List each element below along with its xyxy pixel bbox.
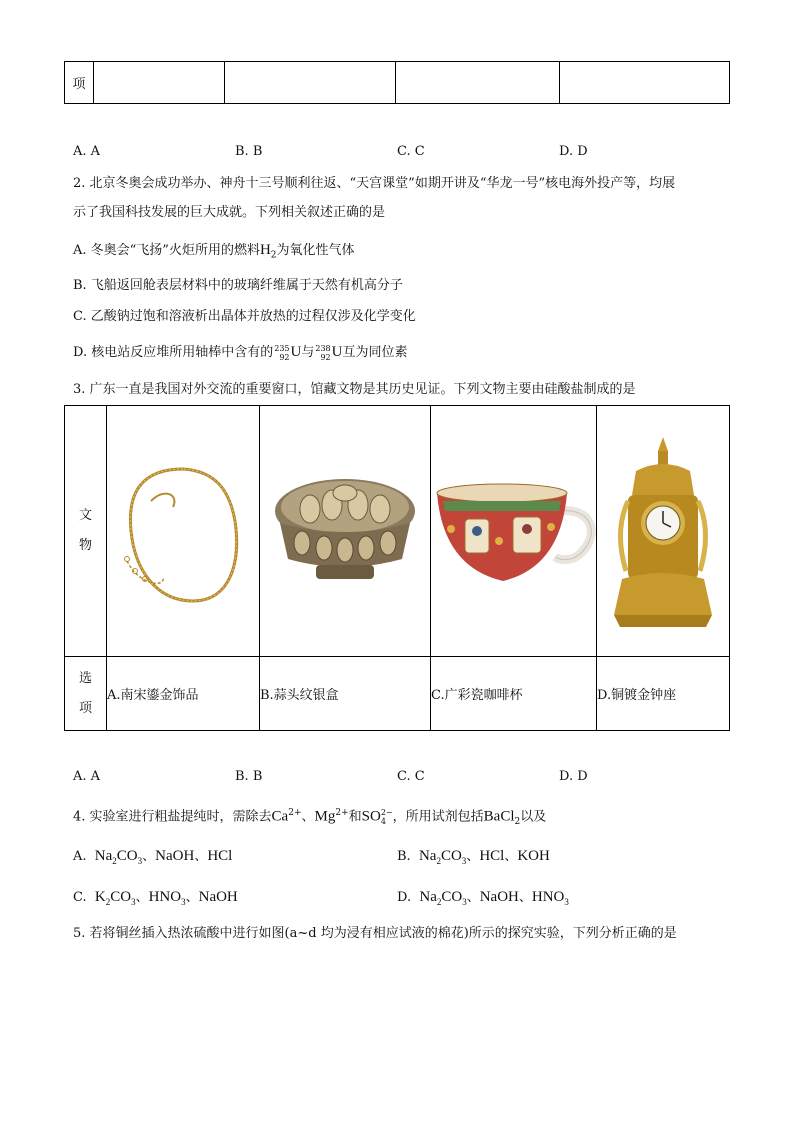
q1-answer-a: A. A bbox=[73, 144, 101, 159]
artifact-image-d bbox=[597, 406, 730, 657]
q4-option-d: D. $Na_2CO_3$、NaOH、$HNO_3$ bbox=[397, 889, 569, 907]
q3-artifact-table bbox=[64, 405, 730, 731]
q4-option-c-label: C. bbox=[73, 890, 87, 905]
calcium-ion: Ca bbox=[271, 808, 289, 825]
q2-option-a-suffix: 为氧化性气体 bbox=[276, 243, 355, 258]
q2-option-d-text: D. 核电站反应堆所用轴棒中含有的 bbox=[73, 345, 274, 360]
q2-option-d-connector: 与 bbox=[301, 345, 315, 360]
q1-options-table bbox=[64, 61, 730, 104]
sulfate-charge: 2− bbox=[380, 807, 393, 817]
q3-row-label-artifact-char2: 物 bbox=[78, 538, 92, 553]
q4-stem bbox=[73, 803, 546, 832]
q2-option-a bbox=[73, 240, 355, 266]
isotope-1-symbol: U bbox=[290, 344, 302, 360]
sulfate-ion: SO bbox=[361, 808, 381, 825]
artifact-image-b bbox=[260, 406, 431, 657]
artifact-image-a bbox=[107, 406, 260, 657]
q4-option-b-label: B. bbox=[397, 849, 411, 864]
q1-cell-b bbox=[225, 62, 396, 104]
q4-stem-mid: ，所用试剂包括 bbox=[392, 809, 484, 825]
q2-stem-line2: 示了我国科技发展的巨大成就。下列相关叙述正确的是 bbox=[73, 205, 386, 220]
q1-row-label: 项 bbox=[65, 62, 94, 104]
q2-option-d-suffix: 互为同位素 bbox=[342, 345, 408, 360]
q4-option-d-label: D. bbox=[397, 890, 412, 905]
magnesium-charge: 2+ bbox=[335, 808, 349, 818]
q3-caption-d: D.铜镀金钟座 bbox=[597, 657, 730, 731]
q3-answer-a: A. A bbox=[73, 769, 101, 784]
silver-box-icon bbox=[270, 471, 420, 591]
isotope-2-symbol: U bbox=[331, 344, 343, 360]
q3-answer-b: B. B bbox=[235, 769, 263, 784]
q2-stem-line1: 2. 北京冬奥会成功举办、神舟十三号顺利往返、“天宫课堂”如期开讲及“华龙一号”核电海外投产等，均展 bbox=[73, 176, 676, 191]
q3-answer-d: D. D bbox=[559, 769, 588, 784]
q2-option-b: B. 飞船返回舱表层材料中的玻璃纤维属于天然有机高分子 bbox=[73, 278, 403, 293]
artifact-image-c bbox=[431, 406, 597, 657]
q2-option-a-text: A. 冬奥会“飞扬”火炬所用的燃料 bbox=[73, 243, 260, 258]
hydrogen-formula: H bbox=[259, 242, 271, 258]
q1-cell-c bbox=[396, 62, 560, 104]
porcelain-cup-icon bbox=[431, 471, 596, 591]
sulfate-subscript: 4 bbox=[380, 816, 386, 826]
q2-option-c: C. 乙酸钠过饱和溶液析出晶体并放热的过程仅涉及化学变化 bbox=[73, 309, 416, 324]
q1-cell-d bbox=[560, 62, 730, 104]
q4-option-b: B. $Na_2CO_3$、HCl、KOH bbox=[397, 848, 550, 866]
q3-row-label-option bbox=[65, 657, 107, 731]
isotope-2-atomic-number: 92 bbox=[320, 352, 331, 362]
q4-option-a-label: A. bbox=[73, 849, 87, 864]
q1-answer-b: B. B bbox=[235, 144, 263, 159]
q4-option-c: C. $K_2CO_3$、$HNO_3$、NaOH bbox=[73, 889, 238, 907]
isotope-2-mass: 238 bbox=[315, 343, 331, 353]
q2-option-d bbox=[73, 342, 408, 363]
q4-option-a: A. $Na_2CO_3$、NaOH、HCl bbox=[73, 848, 233, 866]
q1-answer-c: C. C bbox=[397, 144, 425, 159]
q1-answer-d: D. D bbox=[559, 144, 588, 159]
q3-row-label-artifact bbox=[65, 406, 107, 657]
q4-separator-1: 、 bbox=[301, 809, 315, 825]
isotope-1-numbers bbox=[274, 344, 289, 362]
q3-answer-c: C. C bbox=[397, 769, 425, 784]
q3-stem: 3. 广东一直是我国对外交流的重要窗口，馆藏文物是其历史见证。下列文物主要由硅酸盐制成的是 bbox=[73, 382, 636, 397]
q4-stem-text: 4. 实验室进行粗盐提纯时，需除去 bbox=[73, 809, 272, 825]
calcium-charge: 2+ bbox=[288, 808, 302, 818]
isotope-2-numbers bbox=[315, 344, 330, 362]
barium-chloride-subscript: 2 bbox=[514, 816, 521, 827]
q5-stem: 5. 若将铜丝插入热浓硫酸中进行如图(a~d 均为浸有相应试液的棉花)所示的探究实验，下列分析正确的是 bbox=[73, 926, 677, 941]
q4-separator-2: 和 bbox=[348, 809, 362, 825]
q3-row-label-option-char1: 选 bbox=[78, 670, 92, 686]
q3-row-label-option-char2: 项 bbox=[78, 700, 92, 716]
q3-caption-c: C.广彩瓷咖啡杯 bbox=[431, 657, 597, 731]
barium-chloride: BaCl bbox=[483, 808, 515, 825]
gilded-chain-icon bbox=[113, 451, 253, 611]
gilt-clock-icon bbox=[608, 431, 718, 631]
q4-stem-suffix: 以及 bbox=[520, 809, 547, 825]
sulfate-charge-subscript bbox=[381, 808, 393, 826]
isotope-1-mass: 235 bbox=[274, 343, 290, 353]
q1-cell-a bbox=[94, 62, 225, 104]
hydrogen-subscript: 2 bbox=[270, 250, 277, 261]
isotope-1-atomic-number: 92 bbox=[279, 352, 290, 362]
magnesium-ion: Mg bbox=[314, 808, 336, 825]
q3-caption-b: B.蒜头纹银盒 bbox=[260, 657, 431, 731]
q3-row-label-artifact-char1: 文 bbox=[78, 508, 92, 523]
q3-caption-a: A.南宋鎏金饰品 bbox=[107, 657, 260, 731]
